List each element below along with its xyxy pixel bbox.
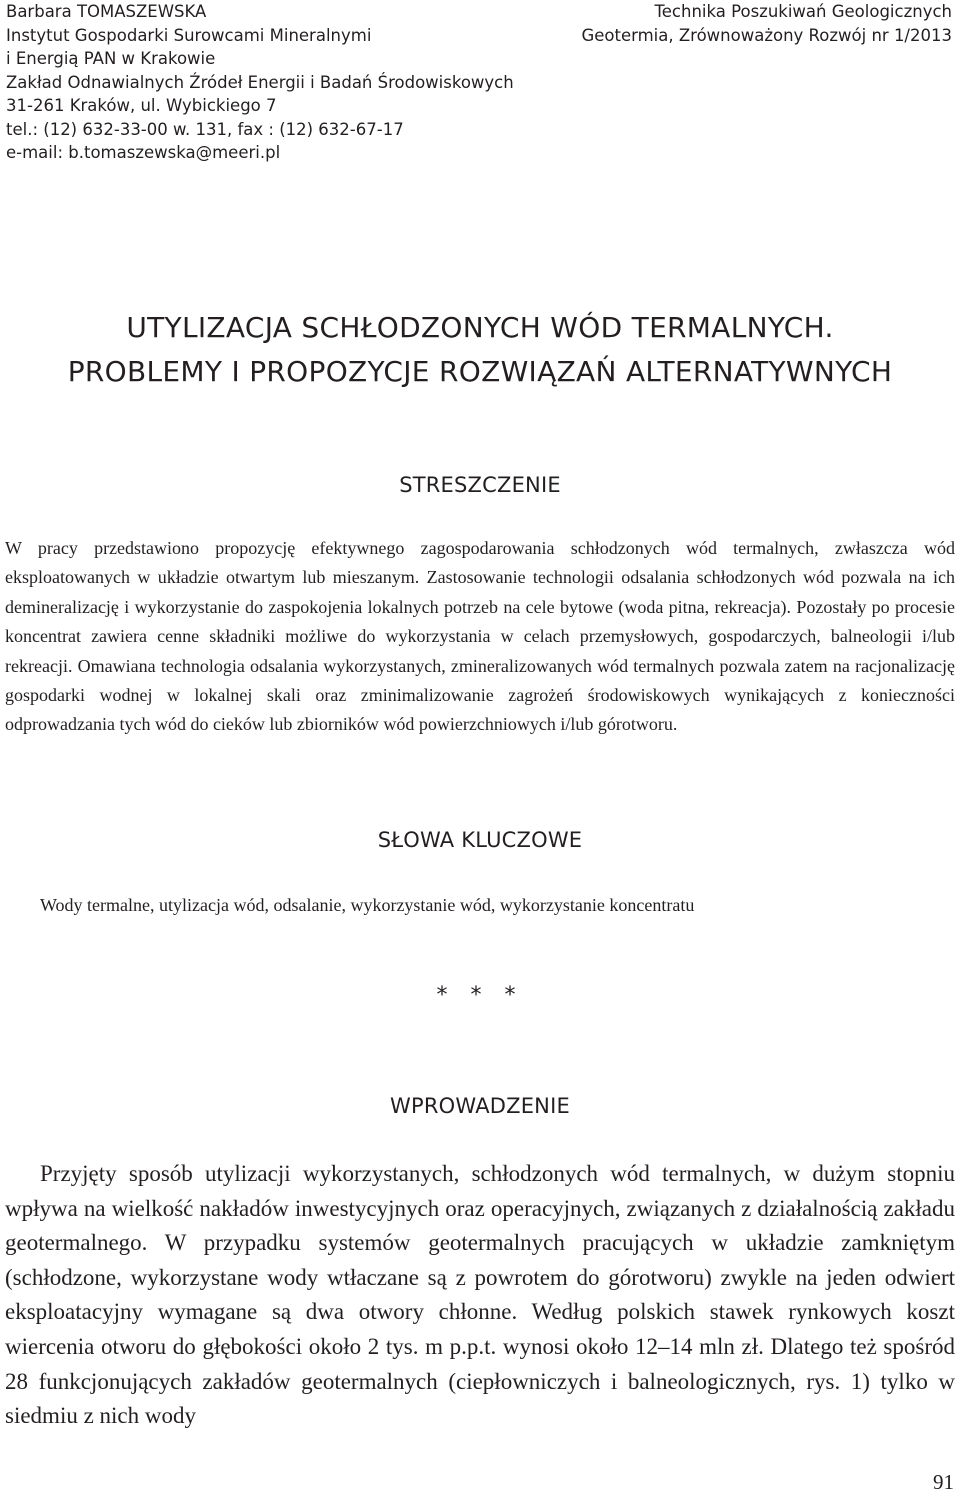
- abstract-heading: STRESZCZENIE: [399, 473, 561, 497]
- email-line: e-mail: b.tomaszewska@meeri.pl: [6, 143, 281, 162]
- journal-title: Technika Poszukiwań Geologicznych: [654, 2, 952, 21]
- department-line: Zakład Odnawialnych Źródeł Energii i Badań Środowiskowych: [6, 72, 514, 92]
- author-affiliation: [6, 0, 514, 165]
- introduction-heading: WPROWADZENIE: [390, 1094, 570, 1118]
- page-number: 91: [933, 1470, 954, 1494]
- paper-title: [0, 306, 960, 394]
- page-header: [0, 0, 960, 190]
- section-separator: * * *: [436, 983, 524, 1008]
- address-line: 31-261 Kraków, ul. Wybickiego 7: [6, 96, 277, 115]
- journal-issue: Geotermia, Zrównoważony Rozwój nr 1/2013: [581, 25, 952, 45]
- journal-info: [581, 0, 952, 47]
- keywords-heading: SŁOWA KLUCZOWE: [377, 828, 583, 852]
- paper-title-line-1: UTYLIZACJA SCHŁODZONYCH WÓD TERMALNYCH.: [126, 311, 834, 344]
- introduction-body: [5, 1157, 955, 1434]
- institute-line: Instytut Gospodarki Surowcami Mineralnymi: [6, 25, 372, 45]
- abstract-text: W pracy przedstawiono propozycję efektywnego zagospodarowania schłodzonych wód termalnych, zwłaszcza wód eksploatowanych w układzie otwartym lub mieszanym. Zastosowanie technologii odsalania schłodzonych wód pozwala na ich demineralizację i wykorzystanie do zaspokojenia lokalnych potrzeb na cele bytowe (woda pitna, rekreacja). Pozostały po procesie koncentrat zawiera cenne składniki możliwe do wykorzystania w celach przemysłowych, gospodarczych, balneologii i/lub rekreacji. Omawiana technologia odsalania wykorzystanych, zmineralizowanych wód termalnych pozwala zatem na racjonalizację gospodarki wodnej w lokalnej skali oraz zminimalizowanie zagrożeń środowiskowych wynikających z konieczności odprowadzania tych wód do cieków lub zbiorników wód powierzchniowych i/lub górotworu.: [5, 538, 955, 735]
- phone-line: tel.: (12) 632-33-00 w. 131, fax : (12) 632-67-17: [6, 119, 404, 139]
- paper-title-line-2: PROBLEMY I PROPOZYCJE ROZWIĄZAŃ ALTERNATYWNYCH: [67, 355, 893, 388]
- introduction-paragraph: Przyjęty sposób utylizacji wykorzystanych, schłodzonych wód termalnych, w dużym stopniu wpływa na wielkość nakładów inwestycyjnych oraz operacyjnych, związanych z działalnością zakładu geotermalnego. W przypadku systemów geotermalnych pracujących w układzie zamkniętym (schłodzone, wykorzystane wody wtłaczane są z powrotem do górotworu) zwykle na jeden odwiert eksploatacyjny wymagane są dwa otwory chłonne. Według polskich stawek rynkowych koszt wiercenia otworu do głębokości około 2 tys. m p.p.t. wynosi około 12–14 mln zł. Dlatego też spośród 28 funkcjonujących zakładów geotermalnych (ciepłowniczych i balneologicznych, rys. 1) tylko w siedmiu z nich wody: [5, 1161, 955, 1429]
- author-name: Barbara TOMASZEWSKA: [6, 2, 207, 21]
- keywords-text: Wody termalne, utylizacja wód, odsalanie, wykorzystanie wód, wykorzystanie koncentratu: [40, 895, 695, 915]
- institute-line-2: i Energią PAN w Krakowie: [6, 49, 216, 68]
